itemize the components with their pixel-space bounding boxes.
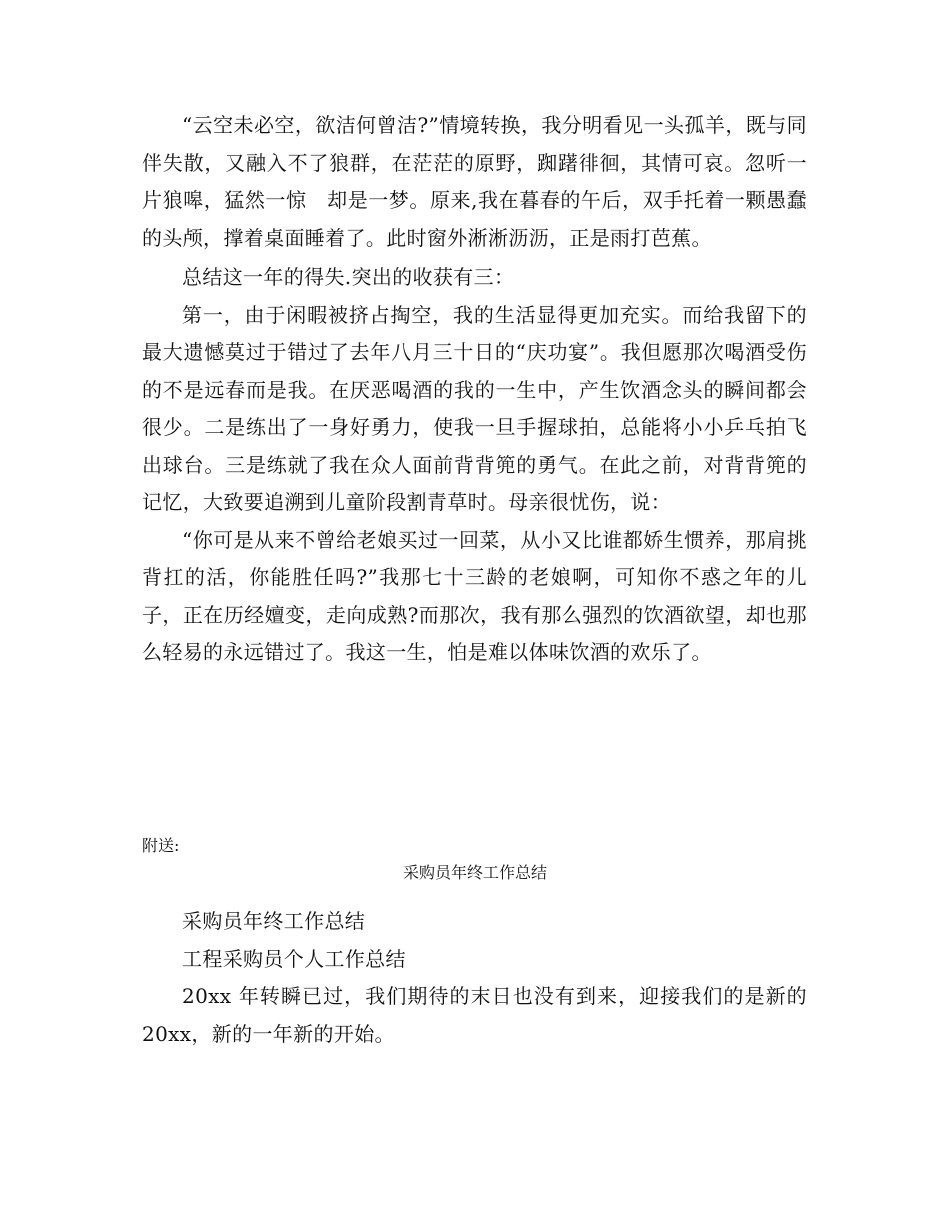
paragraph-gains: 第一，由于闲暇被挤占掏空，我的生活显得更加充实。而给我留下的最大遗憾莫过于错过了去年八月三十日的“庆功宴”。我但愿那次喝酒受伤的不是远春而是我。在厌恶喝酒的我的一生中，产生饮酒念头的瞬间都会很少。二是练出了一身好勇力，使我一旦手握球拍，总能将小小乒乓拍飞出球台。三是练就了我在众人面前背背篼的勇气。在此之前，对背背篼的记忆，大致要追溯到儿童阶段割青草时。母亲很忧伤，说： bbox=[142, 302, 807, 514]
paragraph-summary-intro: 总结这一年的得失.突出的收获有三： bbox=[182, 265, 515, 289]
appendix-paragraph-opening: 20xx 年转瞬已过，我们期待的末日也没有到来，迎接我们的是新的 20xx，新的一年新的开始。 bbox=[142, 984, 807, 1046]
appendix-label: 附送: bbox=[142, 836, 180, 855]
appendix-title: 采购员年终工作总结 bbox=[402, 863, 547, 882]
paragraph-dream: “云空未必空，欲洁何曾洁?”情境转换，我分明看见一头孤羊，既与同伴失散，又融入不了狼群，在茫茫的原野，踟躇徘徊，其情可哀。忽听一片狼嗥，猛然一惊 却是一梦。原来,我在暮春的午后，双手托着一颗愚蠢的头颅，撑着桌面睡着了。此时窗外淅淅沥沥，正是雨打芭蕉。 bbox=[142, 113, 807, 250]
appendix-paragraph-subtitle: 工程采购员个人工作总结 bbox=[182, 946, 406, 971]
paragraph-mother-quote: “你可是从来不曾给老娘买过一回菜，从小又比谁都娇生惯养，那肩挑背扛的活，你能胜任吗?”我那七十三龄的老娘啊，可知你不惑之年的儿子，正在历经嬗变，走向成熟?而那次，我有那么强烈的饮酒欲望，却也那么轻易的永远错过了。我这一生，怕是难以体味饮酒的欢乐了。 bbox=[142, 527, 807, 664]
essay-body bbox=[142, 107, 807, 672]
appendix-body bbox=[142, 903, 807, 1053]
appendix-paragraph-title: 采购员年终工作总结 bbox=[182, 909, 366, 933]
